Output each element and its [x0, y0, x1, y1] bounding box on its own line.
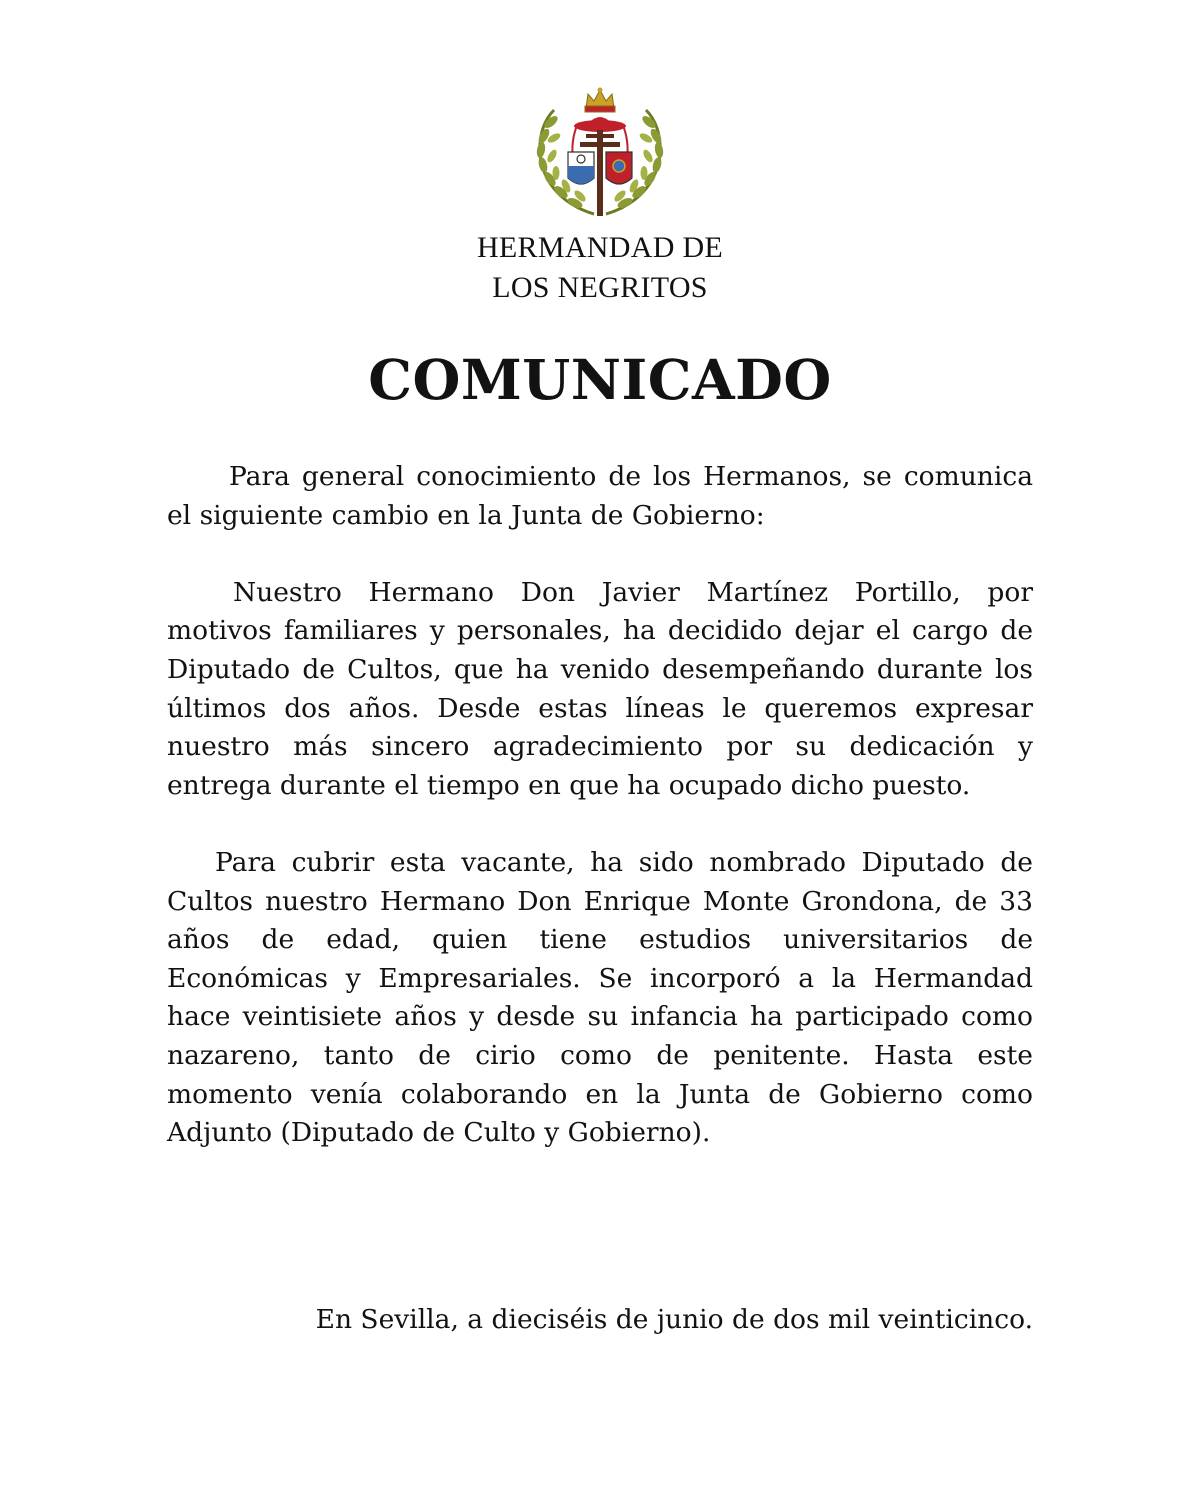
announcement-body	[167, 458, 1033, 1153]
paragraph-appointment: Para cubrir esta vacante, ha sido nombrado Diputado de Cultos nuestro Hermano Don Enrique Monte Grondona, de 33 años de edad, quien tiene estudios universitarios de Económicas y Empresariales. Se incorporó a la Hermandad hace veintisiete años y desde su infancia ha participado como nazareno, tanto de cirio como de penitente. Hasta este momento venía colaborando en la Junta de Gobierno como Adjunto (Diputado de Culto y Gobierno).	[167, 846, 1033, 1149]
brotherhood-coat-of-arms-icon	[530, 86, 670, 220]
organization-name-line-2: LOS NEGRITOS	[492, 271, 708, 304]
paragraph-intro: Para general conocimiento de los Hermanos, se comunica el siguiente cambio en la Junta de Gobierno:	[167, 461, 1033, 531]
closing-date-line: En Sevilla, a dieciséis de junio de dos mil veinticinco.	[315, 1304, 1033, 1335]
organization-name	[0, 228, 1200, 308]
shield-left-icon	[568, 152, 594, 184]
organization-name-line-1: HERMANDAD DE	[476, 231, 724, 264]
crown-icon	[585, 88, 615, 113]
page-title: COMUNICADO	[368, 347, 832, 412]
shield-right-icon	[606, 152, 632, 184]
paragraph-resignation: Nuestro Hermano Don Javier Martínez Portillo, por motivos familiares y personales, ha decidido dejar el cargo de Diputado de Cultos, que ha venido desempeñando durante los últimos dos años. Desde estas líneas le queremos expresar nuestro más sincero agradecimiento por su dedicación y entrega durante el tiempo en que ha ocupado dicho puesto.	[167, 576, 1033, 801]
